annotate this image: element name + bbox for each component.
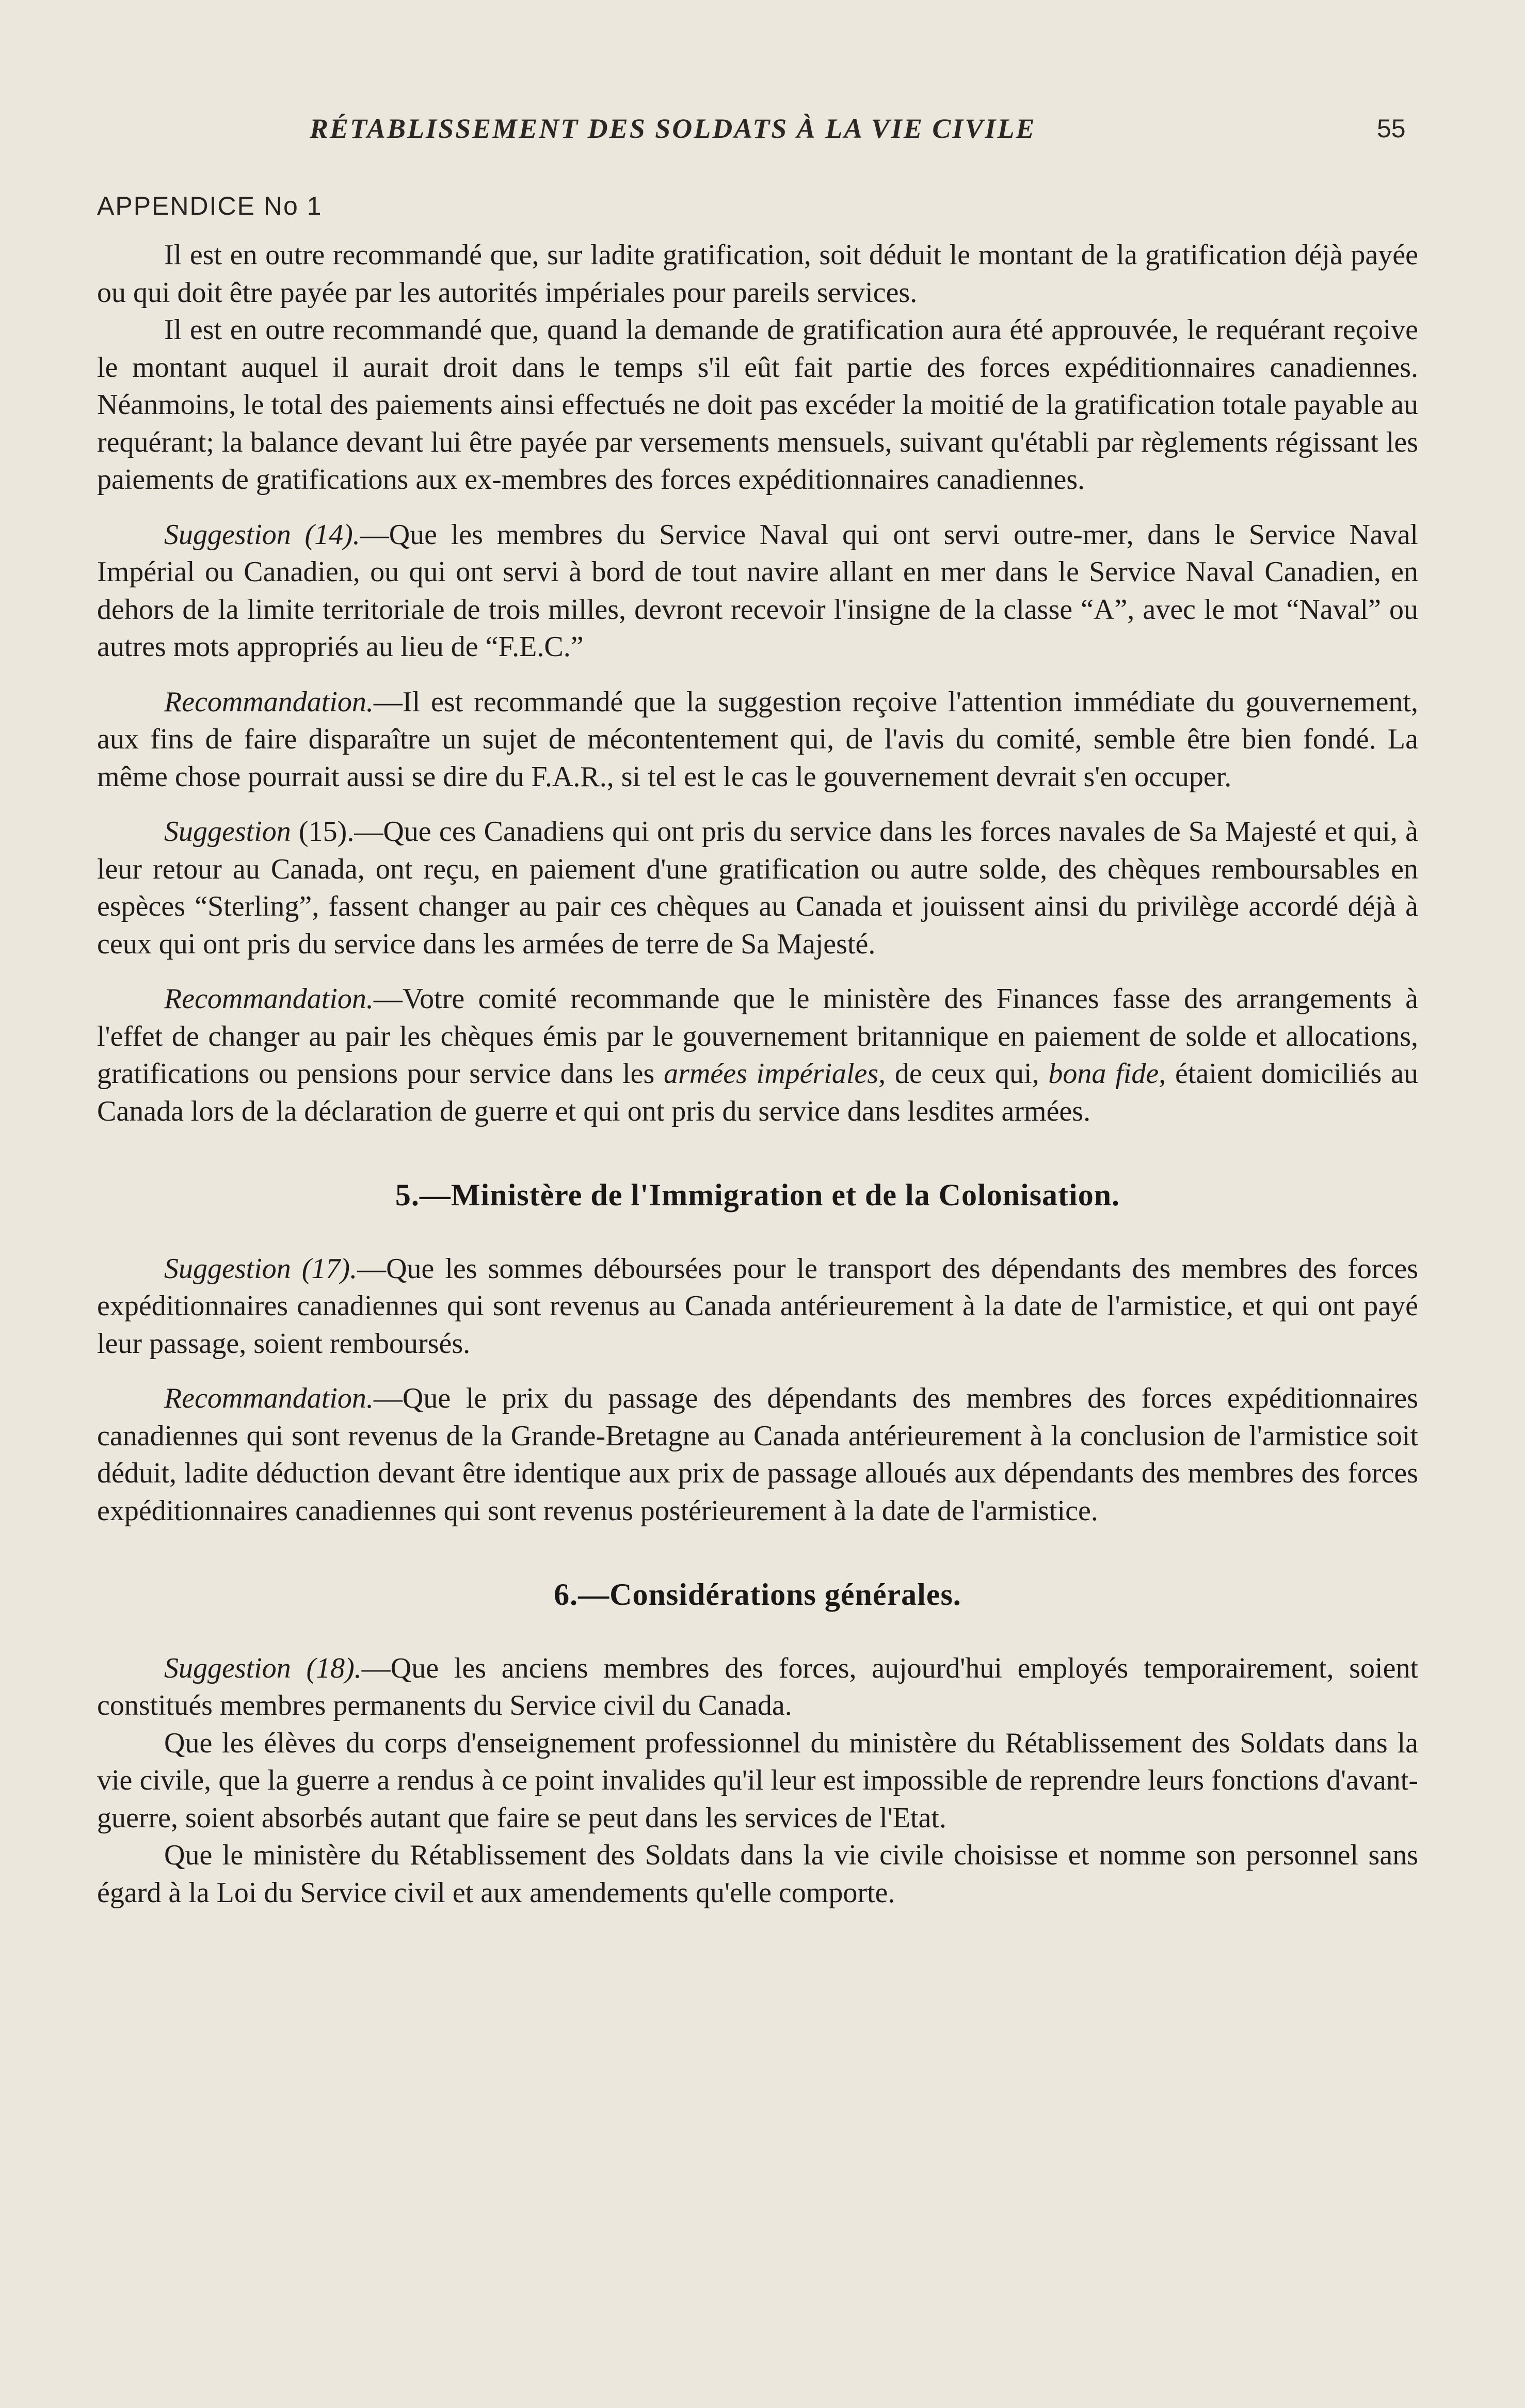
appendix-label: APPENDICE No 1 bbox=[97, 192, 323, 220]
suggestion-number: (14). bbox=[304, 518, 360, 551]
paragraph-text: —Que ces Canadiens qui ont pris du service dans les forces navales de Sa Majesté et qui, à leur retour au Canada, ont reçu, en paiement d'une gratification ou autre solde, des chèques remboursables en espèces “Sterling”, fassent changer au pair ces chèques au Canada et jouissent ainsi du privilège accordé déjà à ceux qui ont pris du service dans les armées de terre de Sa Majesté. bbox=[97, 816, 1419, 960]
paragraph-text: Il est en outre recommandé que, quand la demande de gratification aura été approuvée, le requérant reçoive le montant auquel il aurait droit dans le temps s'il eût fait partie des forces expéditionnaires canadiennes. Néanmoins, le total des paiements ainsi effectués ne doit pas excéder la moitié de la gratification totale payable au requérant; la balance devant lui être payée par versements mensuels, suivant qu'établi par règlements régissant les paiements de gratifications aux ex-membres des forces expéditionnaires canadiennes. bbox=[97, 314, 1419, 496]
suggestion-lead: Suggestion bbox=[164, 1652, 291, 1684]
suggestion-15 bbox=[97, 813, 1418, 963]
suggestion-number: (15). bbox=[299, 816, 355, 848]
paragraph-text: —Que les membres du Service Naval qui ont servi outre-mer, dans le Service Naval Impérial ou Canadien, ou qui ont servi à bord de tout navire allant en mer dans le Service Naval Canadien, en dehors de la limite territoriale de trois milles, devront recevoir l'insigne de la classe “A”, avec le mot “Naval” ou autres mots appropriés au lieu de “F.E.C.” bbox=[97, 518, 1418, 663]
paragraph-2 bbox=[97, 311, 1418, 499]
running-title: RÉTABLISSEMENT DES SOLDATS À LA VIE CIVILE bbox=[310, 113, 1036, 144]
paragraph-text: étaient domiciliés au Canada lors de la déclaration de guerre et qui ont pris du service dans lesdites armées. bbox=[97, 1058, 1418, 1127]
suggestion-number: (17). bbox=[301, 1252, 358, 1285]
paragraph-text: Que le ministère du Rétablissement des Soldats dans la vie civile choisisse et nomme son personnel sans égard à la Loi du Service civil et aux amendements qu'elle comporte. bbox=[97, 1839, 1418, 1909]
suggestion-number: (18). bbox=[306, 1652, 362, 1684]
paragraph-text: Que les élèves du corps d'enseignement professionnel du ministère du Rétablissement des Soldats dans la vie civile, que la guerre a rendus à ce point invalides qu'il leur est impossible de reprendre leurs fonctions d'avant-guerre, soient absorbés autant que faire se peut dans les services de l'Etat. bbox=[97, 1727, 1418, 1834]
section-heading-5: 5.—Ministère de l'Immigration et de la Colonisation. bbox=[395, 1178, 1120, 1212]
paragraph-text: —Votre comité recommande que le ministère des Finances fasse des arrangements à l'effet de changer au pair les chèques émis par le gouvernement britannique en paiement de solde et allocations, gratifications ou pensions pour service dans les bbox=[97, 983, 1418, 1090]
paragraph-text-italic: armées impériales, bbox=[664, 1058, 886, 1090]
paragraph-text: —Il est recommandé que la suggestion reçoive l'attention immédiate du gouvernement, aux fins de faire disparaître un sujet de mécontentement qui, de l'avis du comité, semble être bien fondé. La même chose pourrait aussi se dire du F.A.R., si tel est le cas le gouvernement devrait s'en occuper. bbox=[97, 685, 1418, 793]
paragraph-text-italic: bona fide, bbox=[1048, 1058, 1166, 1090]
paragraph-text: —Que le prix du passage des dépendants des membres des forces expéditionnaires canadiennes qui sont revenus de la Grande-Bretagne au Canada antérieurement à la conclusion de l'armistice soit déduit, ladite déduction devant être identique aux prix de passage alloués aux dépendants des membres des forces expéditionnaires canadiennes qui sont revenus postérieurement à la date de l'armistice. bbox=[97, 1382, 1418, 1527]
suggestion-14 bbox=[97, 516, 1418, 666]
paragraph-text: Il est en outre recommandé que, sur ladite gratification, soit déduit le montant de la gratification déjà payée ou qui doit être payée par les autorités impériales pour pareils services. bbox=[97, 239, 1418, 309]
paragraph-text: de ceux qui, bbox=[886, 1058, 1049, 1090]
paragraph-text: —Que les sommes déboursées pour le transport des dépendants des membres des forces expéditionnaires canadiennes qui sont revenus au Canada antérieurement à la date de l'armistice, et qui ont payé leur passage, soient remboursés. bbox=[97, 1252, 1419, 1360]
suggestion-18 bbox=[97, 1650, 1418, 1725]
paragraph-1 bbox=[97, 236, 1418, 311]
suggestion-lead: Suggestion bbox=[164, 518, 291, 551]
recommendation-17 bbox=[97, 1380, 1418, 1529]
recommendation-14 bbox=[97, 683, 1418, 796]
paragraph-personnel bbox=[97, 1837, 1418, 1911]
suggestion-lead: Suggestion bbox=[164, 1252, 291, 1285]
paragraph-text: —Que les anciens membres des forces, aujourd'hui employés temporairement, soient constitués membres permanents du Service civil du Canada. bbox=[97, 1652, 1418, 1721]
recommendation-15 bbox=[97, 980, 1418, 1130]
suggestion-17 bbox=[97, 1250, 1418, 1363]
page-number: 55 bbox=[1377, 114, 1406, 143]
section-heading-6: 6.—Considérations générales. bbox=[554, 1577, 961, 1612]
recommendation-lead: Recommandation. bbox=[164, 1382, 374, 1414]
recommendation-lead: Recommandation. bbox=[164, 983, 374, 1015]
body-text bbox=[97, 236, 1418, 1911]
paragraph-eleves bbox=[97, 1725, 1418, 1837]
recommendation-lead: Recommandation. bbox=[164, 685, 374, 718]
suggestion-lead: Suggestion bbox=[164, 816, 291, 848]
